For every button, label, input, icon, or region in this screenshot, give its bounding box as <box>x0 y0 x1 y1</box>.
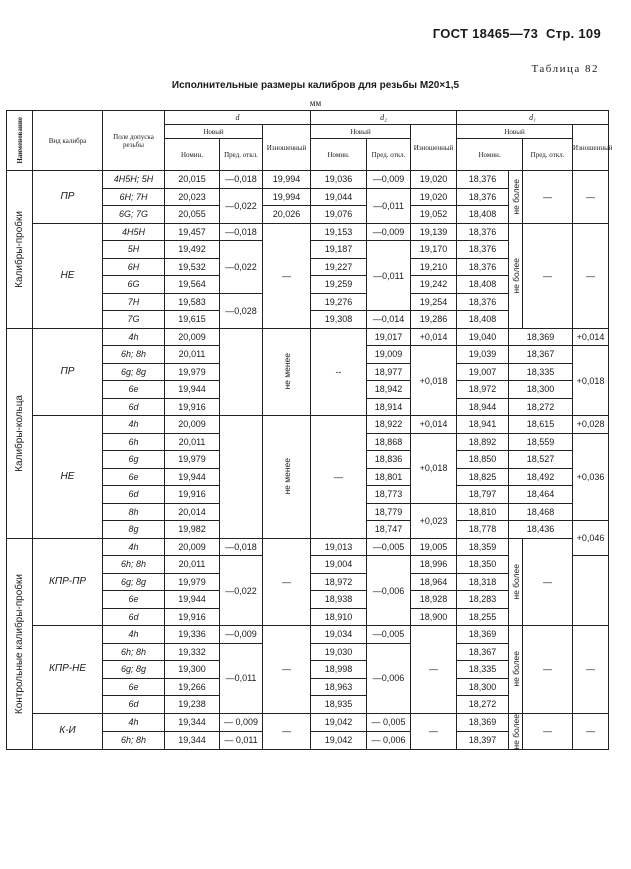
tolerance-field: 6e <box>103 468 165 486</box>
tolerance-field: 6g <box>103 451 165 469</box>
d1-nominal: 18,369 <box>509 328 573 346</box>
col-naimenovanie: Наименование <box>7 111 33 171</box>
tolerance-field: 8g <box>103 521 165 539</box>
d2-nominal: 18,747 <box>367 521 411 539</box>
col-d2-new: Новый <box>311 125 411 139</box>
d-deviation: — 0,009 <box>220 713 263 731</box>
col-pole: Поле допуска резьбы <box>103 111 165 171</box>
tolerance-field: 6H; 7H <box>103 188 165 206</box>
d1-nominal: 18,397 <box>457 731 509 749</box>
note-ne-bolee: не более <box>509 538 523 626</box>
tolerance-field: 4H5H; 5H <box>103 171 165 189</box>
d1-deviation: — <box>523 538 573 626</box>
d1-nominal: 18,559 <box>509 433 573 451</box>
note-ne-bolee: не более <box>509 171 523 224</box>
d1-nominal: 18,367 <box>457 643 509 661</box>
gauge-kind: НЕ <box>33 223 103 328</box>
d2-deviation: — 0,006 <box>367 731 411 749</box>
d2-worn: 19,007 <box>457 363 509 381</box>
d-nominal: 19,300 <box>165 661 220 679</box>
d1-deviation: +0,028 <box>573 416 609 434</box>
tolerance-field: 4h <box>103 626 165 644</box>
d2-worn: 18,964 <box>411 573 457 591</box>
d-deviation: —0,009 <box>220 626 263 644</box>
d1-nominal: 18,255 <box>457 608 509 626</box>
d-nominal: 19,944 <box>165 468 220 486</box>
d2-worn: 19,286 <box>411 311 457 329</box>
table-row <box>7 223 609 241</box>
d1-deviation: — <box>523 223 573 328</box>
d-nominal: 20,015 <box>165 171 220 189</box>
col-d-pred: Пред. откл. <box>220 139 263 171</box>
col-d2-nom: Номин. <box>311 139 367 171</box>
d-nominal: 19,982 <box>165 521 220 539</box>
d-nominal: 19,336 <box>165 626 220 644</box>
d2-nominal: 19,036 <box>311 171 367 189</box>
d1-nominal: 18,376 <box>457 258 509 276</box>
d2-nominal: 19,076 <box>311 206 367 224</box>
d-nominal: 19,979 <box>165 363 220 381</box>
d1-worn: — <box>573 713 609 750</box>
d-nominal: 19,944 <box>165 591 220 609</box>
col-d1-worn: Изношенный <box>573 125 609 171</box>
d1-deviation: +0,036 <box>573 433 609 521</box>
tolerance-field: 7G <box>103 311 165 329</box>
d-worn: 19,994 <box>263 188 311 206</box>
d2-nominal: 19,030 <box>311 643 367 661</box>
d2-nominal: 18,935 <box>311 696 367 714</box>
note-ne-menee: не менее <box>263 416 311 539</box>
d2-deviation: +0,018 <box>411 346 457 416</box>
d-worn: 19,994 <box>263 171 311 189</box>
tolerance-field: 6d <box>103 486 165 504</box>
d1-nominal: 18,350 <box>457 556 509 574</box>
d2-deviation: —0,006 <box>367 643 411 713</box>
d1-nominal: 18,376 <box>457 293 509 311</box>
col-d-nom: Номин. <box>165 139 220 171</box>
d-deviation: —0,022 <box>220 241 263 294</box>
d-nominal: 19,979 <box>165 451 220 469</box>
d2-worn: 18,944 <box>457 398 509 416</box>
d-nominal: 19,615 <box>165 311 220 329</box>
d1-nominal: 18,335 <box>457 661 509 679</box>
gauge-kind: КПР-ПР <box>33 538 103 626</box>
d-nominal: 19,457 <box>165 223 220 241</box>
d2-nominal: 19,042 <box>311 713 367 731</box>
d2-worn: — <box>411 626 457 714</box>
d-deviation: —0,018 <box>220 538 263 556</box>
d1-nominal: 18,408 <box>457 276 509 294</box>
d2-worn: 19,039 <box>457 346 509 364</box>
d2-worn: 19,052 <box>411 206 457 224</box>
gauge-kind: НЕ <box>33 416 103 539</box>
d2-worn: 18,850 <box>457 451 509 469</box>
d2-deviation: —0,005 <box>367 626 411 644</box>
d1-nominal: 18,376 <box>457 241 509 259</box>
d-worn: — <box>263 223 311 328</box>
d2-deviation: —0,009 <box>367 223 411 241</box>
d-nominal: 19,564 <box>165 276 220 294</box>
d1-nominal: 18,272 <box>509 398 573 416</box>
d1-nominal: 18,300 <box>509 381 573 399</box>
table-label: Таблица 82 <box>531 63 599 75</box>
d2-worn: 19,139 <box>411 223 457 241</box>
col-d2-worn: Изношенный <box>411 125 457 171</box>
d2-worn: 19,040 <box>457 328 509 346</box>
d1-worn: — <box>573 223 609 328</box>
d1-deviation: +0,046 <box>573 521 609 556</box>
d-deviation: —0,018 <box>220 223 263 241</box>
table-row <box>7 171 609 189</box>
tolerance-field: 6e <box>103 591 165 609</box>
d1-nominal: 18,376 <box>457 188 509 206</box>
d-nominal: 20,011 <box>165 433 220 451</box>
d1-nominal: 18,464 <box>509 486 573 504</box>
d2-nominal: 19,034 <box>311 626 367 644</box>
d-nominal: 19,344 <box>165 713 220 731</box>
d-deviation: —0,022 <box>220 556 263 626</box>
d2-deviation: +0,018 <box>411 433 457 503</box>
d2-worn: 18,810 <box>457 503 509 521</box>
d-nominal: 20,009 <box>165 328 220 346</box>
d2-deviation: —0,011 <box>367 188 411 223</box>
tolerance-field: 4h <box>103 713 165 731</box>
gauge-kind: ПР <box>33 328 103 416</box>
d1-nominal: 18,376 <box>457 171 509 189</box>
page-header <box>433 26 601 41</box>
d2-nominal: 19,009 <box>367 346 411 364</box>
d-deviation: —0,028 <box>220 293 263 328</box>
d-nominal: 20,023 <box>165 188 220 206</box>
d-deviation <box>220 416 263 539</box>
d2-worn: 18,900 <box>411 608 457 626</box>
d2-nominal: 19,004 <box>311 556 367 574</box>
d2-deviation: —0,014 <box>367 311 411 329</box>
d-nominal: 20,009 <box>165 416 220 434</box>
d1-nominal: 18,527 <box>509 451 573 469</box>
d1-nominal: 18,492 <box>509 468 573 486</box>
standard-code: ГОСТ 18465—73 <box>432 26 539 41</box>
d2-nominal: 18,910 <box>311 608 367 626</box>
d1-nominal: 18,359 <box>457 538 509 556</box>
d-nominal: 19,583 <box>165 293 220 311</box>
tolerance-field: 4h <box>103 328 165 346</box>
tolerance-field: 6g; 8g <box>103 573 165 591</box>
d2-nominal: 19,153 <box>311 223 367 241</box>
d2-worn: 19,242 <box>411 276 457 294</box>
tolerance-field: 6h; 8h <box>103 346 165 364</box>
d1-nominal: 18,408 <box>457 311 509 329</box>
d-nominal: 20,014 <box>165 503 220 521</box>
d2-nominal: 19,044 <box>311 188 367 206</box>
d2-nominal: 19,259 <box>311 276 367 294</box>
col-d-new: Новый <box>165 125 263 139</box>
tolerance-field: 6d <box>103 696 165 714</box>
d-nominal: 19,344 <box>165 731 220 749</box>
table-row <box>7 416 609 434</box>
d-nominal: 19,979 <box>165 573 220 591</box>
tolerance-field: 6h; 8h <box>103 731 165 749</box>
d1-worn: — <box>573 171 609 224</box>
d-nominal: 19,238 <box>165 696 220 714</box>
d2-nominal: 19,013 <box>311 538 367 556</box>
col-d-worn: Изношенный <box>263 125 311 171</box>
d1-nominal: 18,376 <box>457 223 509 241</box>
d1-nominal: 18,272 <box>457 696 509 714</box>
d-worn: — <box>263 713 311 750</box>
table-row <box>7 328 609 346</box>
d2-worn: 18,825 <box>457 468 509 486</box>
tolerance-field: 8h <box>103 503 165 521</box>
d1-nominal: 18,335 <box>509 363 573 381</box>
d-nominal: 20,009 <box>165 538 220 556</box>
d-nominal: 19,916 <box>165 398 220 416</box>
d2-nominal: 19,227 <box>311 258 367 276</box>
d2-worn: 18,778 <box>457 521 509 539</box>
d2-deviation: +0,023 <box>411 503 457 538</box>
gauge-kind: ПР <box>33 171 103 224</box>
d2-nominal: 18,942 <box>367 381 411 399</box>
tolerance-field: 6g; 8g <box>103 363 165 381</box>
d2-nominal: 19,276 <box>311 293 367 311</box>
d2-worn: 19,210 <box>411 258 457 276</box>
d2-nominal: 19,017 <box>367 328 411 346</box>
d2-deviation: —0,009 <box>367 171 411 189</box>
d2-nominal: 19,187 <box>311 241 367 259</box>
d2-worn: 18,972 <box>457 381 509 399</box>
tolerance-field: 6e <box>103 678 165 696</box>
group-label: Контрольные калибры-пробки <box>7 538 33 750</box>
d2-worn: 19,020 <box>411 188 457 206</box>
d-worn: — <box>263 538 311 626</box>
d1-worn: — <box>573 626 609 714</box>
d-nominal: 19,532 <box>165 258 220 276</box>
d1-deviation: — <box>523 626 573 714</box>
d2-worn: 19,170 <box>411 241 457 259</box>
d2-deviation: —0,006 <box>367 556 411 626</box>
d1-nominal: 18,318 <box>457 573 509 591</box>
col-d1-nom: Номин. <box>457 139 523 171</box>
tolerance-field: 6h; 8h <box>103 556 165 574</box>
d-nominal: 19,332 <box>165 643 220 661</box>
d2-worn: 19,020 <box>411 171 457 189</box>
d-deviation: —0,022 <box>220 188 263 223</box>
d2-nominal: 18,972 <box>311 573 367 591</box>
d2-nominal: 18,868 <box>367 433 411 451</box>
table-body <box>7 171 609 750</box>
table-row <box>7 713 609 731</box>
col-d1-new: Новый <box>457 125 573 139</box>
col-d: d <box>165 111 311 125</box>
d2-worn: 18,941 <box>457 416 509 434</box>
tolerance-field: 6H <box>103 258 165 276</box>
tolerance-field: 4h <box>103 416 165 434</box>
d2-worn: 18,996 <box>411 556 457 574</box>
d2-deviation: — 0,005 <box>367 713 411 731</box>
d2-nominal: 18,998 <box>311 661 367 679</box>
d-nominal: 19,944 <box>165 381 220 399</box>
note-ne-bolee: не более <box>509 626 523 714</box>
d2-nominal: 18,914 <box>367 398 411 416</box>
tolerance-field: 4H5H <box>103 223 165 241</box>
page-number: Стр. 109 <box>545 26 601 41</box>
tolerance-field: 6g; 8g <box>103 661 165 679</box>
d2-nominal: 18,938 <box>311 591 367 609</box>
table-unit: мм <box>309 98 322 108</box>
table-row <box>7 538 609 556</box>
col-vid: Вид калибра <box>33 111 103 171</box>
d2-worn: 18,892 <box>457 433 509 451</box>
tolerance-field: 6G <box>103 276 165 294</box>
tolerance-field: 6G; 7G <box>103 206 165 224</box>
d1-deviation: — <box>523 713 573 750</box>
d2-deviation: —0,011 <box>367 241 411 311</box>
d1-nominal: 18,369 <box>457 626 509 644</box>
d-deviation: —0,018 <box>220 171 263 189</box>
group-label: Калибры-кольца <box>7 328 33 538</box>
d1-deviation: +0,014 <box>573 328 609 346</box>
d2-deviation: +0,014 <box>411 328 457 346</box>
d1-deviation: — <box>523 171 573 224</box>
d-nominal: 19,492 <box>165 241 220 259</box>
d2-worn: 18,797 <box>457 486 509 504</box>
d2-nominal: 18,922 <box>367 416 411 434</box>
d-nominal: 20,011 <box>165 556 220 574</box>
col-d2: d₂ <box>311 111 457 125</box>
d2-nominal: 19,308 <box>311 311 367 329</box>
tolerance-field: 6h; 8h <box>103 643 165 661</box>
d2-nominal: 19,042 <box>311 731 367 749</box>
table-title: Исполнительные размеры калибров для резьбы М20×1,5 <box>171 80 460 91</box>
d-worn: — <box>311 416 367 539</box>
d2-nominal: 18,836 <box>367 451 411 469</box>
d-worn: -- <box>311 328 367 416</box>
table-row <box>7 626 609 644</box>
tolerance-field: 5H <box>103 241 165 259</box>
d1-nominal: 18,367 <box>509 346 573 364</box>
d1-nominal: 18,615 <box>509 416 573 434</box>
d2-nominal: 18,779 <box>367 503 411 521</box>
d1-nominal: 18,283 <box>457 591 509 609</box>
d2-worn: — <box>411 713 457 750</box>
tolerance-field: 4h <box>103 538 165 556</box>
d-deviation: — 0,011 <box>220 731 263 749</box>
d2-worn: 19,254 <box>411 293 457 311</box>
d-nominal: 20,011 <box>165 346 220 364</box>
note-ne-menee: не менее <box>263 328 311 416</box>
d1-nominal: 18,468 <box>509 503 573 521</box>
d2-nominal: 18,977 <box>367 363 411 381</box>
note-ne-bolee: не более <box>509 223 523 328</box>
d-nominal: 19,916 <box>165 608 220 626</box>
gauge-kind: КПР-НЕ <box>33 626 103 714</box>
d-nominal: 19,266 <box>165 678 220 696</box>
d2-nominal: 18,773 <box>367 486 411 504</box>
tolerance-field: 6d <box>103 608 165 626</box>
d2-deviation: +0,014 <box>411 416 457 434</box>
d2-worn: 19,005 <box>411 538 457 556</box>
d-nominal: 19,916 <box>165 486 220 504</box>
d2-worn: 18,928 <box>411 591 457 609</box>
d1-nominal: 18,408 <box>457 206 509 224</box>
tolerance-field: 6d <box>103 398 165 416</box>
d2-deviation: —0,005 <box>367 538 411 556</box>
d1-nominal: 18,300 <box>457 678 509 696</box>
d1-nominal: 18,436 <box>509 521 573 539</box>
d-nominal: 20,055 <box>165 206 220 224</box>
tolerance-field: 6h <box>103 433 165 451</box>
d1-deviation: +0,018 <box>573 346 609 416</box>
d-worn: — <box>263 626 311 714</box>
gauge-kind: К-И <box>33 713 103 750</box>
col-d2-pred: Пред. откл. <box>367 139 411 171</box>
tolerance-field: 6e <box>103 381 165 399</box>
d-deviation: —0,011 <box>220 643 263 713</box>
group-label: Калибры-пробки <box>7 171 33 329</box>
d2-nominal: 18,801 <box>367 468 411 486</box>
d-deviation <box>220 328 263 416</box>
col-d1-pred: Пред. откл. <box>523 139 573 171</box>
d-worn: 20,026 <box>263 206 311 224</box>
note-ne-bolee: не более <box>510 713 521 750</box>
tolerance-field: 7H <box>103 293 165 311</box>
d1-nominal: 18,369 <box>457 713 509 731</box>
d2-nominal: 18,963 <box>311 678 367 696</box>
gauge-dimensions-table <box>6 110 613 750</box>
col-d1: d₁ <box>457 111 609 125</box>
